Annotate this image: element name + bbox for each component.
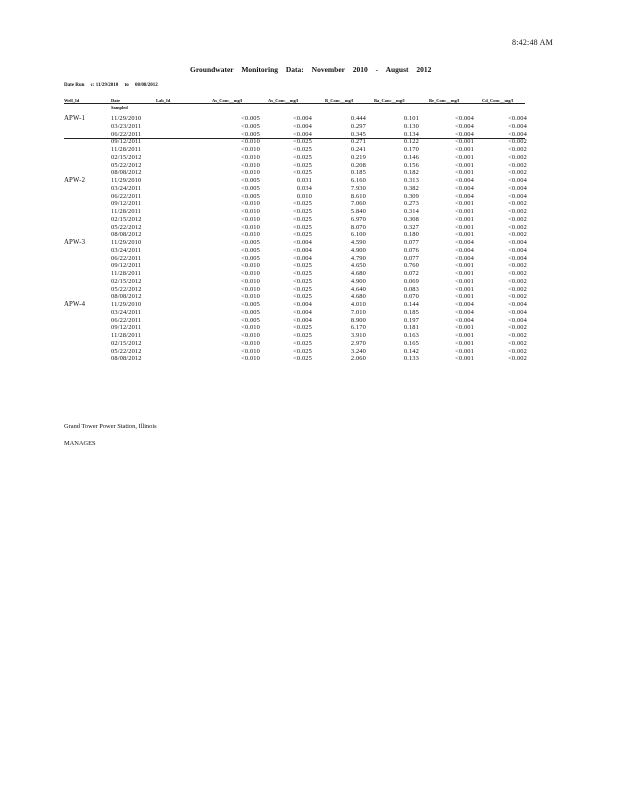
concentration-cell: <0.005 xyxy=(241,177,260,184)
concentration-cell: <0.002 xyxy=(508,223,527,231)
concentration-cell: <0.025 xyxy=(293,347,312,355)
concentration-cell: 0.122 xyxy=(403,138,419,146)
concentration-cell: <0.001 xyxy=(455,339,474,347)
concentration-cell: <0.025 xyxy=(293,339,312,347)
date-sampled-cell: 05/22/2012 xyxy=(111,161,142,169)
concentration-cell: <0.004 xyxy=(293,115,312,122)
concentration-cell: <0.005 xyxy=(241,301,260,308)
concentration-cell: <0.005 xyxy=(241,308,260,316)
concentration-cell: <0.004 xyxy=(508,254,527,262)
concentration-cell: 6.970 xyxy=(350,215,366,223)
concentration-cell: 6.170 xyxy=(350,324,366,332)
concentration-cell: 2.060 xyxy=(350,355,366,363)
concentration-cell: <0.005 xyxy=(241,239,260,246)
date-sampled-cell: 02/15/2012 xyxy=(111,339,142,347)
concentration-cell: <0.025 xyxy=(293,138,312,146)
concentration-cell: <0.004 xyxy=(455,184,474,192)
concentration-cell: 8.610 xyxy=(350,192,366,200)
concentration-cell: 4.680 xyxy=(350,293,366,301)
concentration-cell: <0.004 xyxy=(508,239,527,246)
concentration-cell: 7.930 xyxy=(350,184,366,192)
concentration-cell: <0.002 xyxy=(508,169,527,177)
concentration-cell: <0.001 xyxy=(455,332,474,339)
concentration-cell: <0.010 xyxy=(241,153,260,161)
concentration-cell: 0.314 xyxy=(403,208,419,215)
date-sampled-cell: 05/22/2012 xyxy=(111,223,142,231)
date-sampled-cell: 05/22/2012 xyxy=(111,285,142,293)
concentration-cell: 7.060 xyxy=(350,200,366,208)
concentration-cell: <0.004 xyxy=(508,184,527,192)
concentration-cell: <0.004 xyxy=(455,192,474,200)
well-id-cell: APW-3 xyxy=(64,239,86,246)
concentration-cell: <0.001 xyxy=(455,223,474,231)
concentration-cell: <0.010 xyxy=(241,146,260,153)
concentration-cell: <0.010 xyxy=(241,339,260,347)
concentration-cell: 0.313 xyxy=(403,177,419,184)
concentration-cell: <0.001 xyxy=(455,146,474,153)
concentration-cell: <0.005 xyxy=(241,122,260,130)
date-sampled-cell: 11/29/2010 xyxy=(111,301,142,308)
concentration-cell: <0.001 xyxy=(455,208,474,215)
concentration-cell: <0.025 xyxy=(293,153,312,161)
concentration-cell: <0.002 xyxy=(508,339,527,347)
concentration-cell: <0.005 xyxy=(241,254,260,262)
header-date: Date xyxy=(111,98,120,103)
concentration-cell: <0.010 xyxy=(241,215,260,223)
concentration-cell: <0.001 xyxy=(455,138,474,146)
concentration-cell: <0.010 xyxy=(241,355,260,363)
date-sampled-cell: 09/12/2011 xyxy=(111,262,142,270)
date-sampled-cell: 02/15/2012 xyxy=(111,215,142,223)
header-param-3: B_Conc__mg/l xyxy=(325,98,354,103)
concentration-cell: <0.004 xyxy=(293,246,312,254)
concentration-cell: 0.308 xyxy=(403,215,419,223)
concentration-cell: <0.002 xyxy=(508,277,527,285)
concentration-cell: <0.010 xyxy=(241,231,260,239)
concentration-cell: <0.004 xyxy=(455,177,474,184)
concentration-cell: 0.069 xyxy=(403,277,419,285)
concentration-cell: <0.025 xyxy=(293,161,312,169)
concentration-cell: <0.025 xyxy=(293,324,312,332)
concentration-cell: <0.002 xyxy=(508,324,527,332)
concentration-cell: 0.185 xyxy=(403,308,419,316)
concentration-cell: 0.072 xyxy=(403,270,419,277)
concentration-cell: 0.165 xyxy=(403,339,419,347)
header-lab-id: Lab_Id xyxy=(156,98,171,103)
concentration-cell: 4.900 xyxy=(350,246,366,254)
concentration-cell: 4.680 xyxy=(350,270,366,277)
concentration-cell: <0.004 xyxy=(455,115,474,122)
concentration-cell: <0.001 xyxy=(455,231,474,239)
date-run-from: c: 11/29/2010 xyxy=(90,83,119,88)
concentration-cell: <0.001 xyxy=(455,293,474,301)
concentration-cell: <0.004 xyxy=(455,316,474,324)
concentration-cell: <0.004 xyxy=(293,239,312,246)
report-title: Groundwater Monitoring Data: November 2010 - August 2012 xyxy=(190,65,432,74)
date-sampled-cell: 09/12/2011 xyxy=(111,138,142,146)
date-sampled-cell: 09/12/2011 xyxy=(111,200,142,208)
concentration-cell: <0.001 xyxy=(455,277,474,285)
concentration-cell: 0.010 xyxy=(296,192,312,200)
concentration-cell: <0.002 xyxy=(508,285,527,293)
concentration-cell: <0.002 xyxy=(508,332,527,339)
concentration-cell: <0.002 xyxy=(508,208,527,215)
concentration-cell: <0.004 xyxy=(508,316,527,324)
concentration-cell: 0.297 xyxy=(350,122,366,130)
date-sampled-cell: 08/08/2012 xyxy=(111,293,142,301)
concentration-cell: <0.004 xyxy=(455,122,474,130)
concentration-cell: <0.005 xyxy=(241,316,260,324)
concentration-cell: 0.077 xyxy=(403,254,419,262)
concentration-cell: 0.034 xyxy=(296,184,312,192)
concentration-cell: 0.133 xyxy=(403,355,419,363)
concentration-cell: 0.327 xyxy=(403,223,419,231)
concentration-cell: 0.146 xyxy=(403,153,419,161)
concentration-cell: <0.004 xyxy=(455,130,474,138)
date-run-range xyxy=(64,83,163,88)
concentration-cell: 0.760 xyxy=(403,262,419,270)
concentration-cell: <0.004 xyxy=(508,308,527,316)
concentration-cell: 8.070 xyxy=(350,223,366,231)
concentration-cell: 0.101 xyxy=(403,115,419,122)
concentration-cell: <0.001 xyxy=(455,161,474,169)
concentration-cell: <0.010 xyxy=(241,347,260,355)
concentration-cell: <0.004 xyxy=(508,192,527,200)
concentration-cell: <0.004 xyxy=(293,130,312,138)
concentration-cell: 0.185 xyxy=(350,169,366,177)
concentration-cell: <0.025 xyxy=(293,231,312,239)
well-id-cell: APW-4 xyxy=(64,301,86,308)
concentration-cell: <0.004 xyxy=(508,177,527,184)
concentration-cell: 0.309 xyxy=(403,192,419,200)
concentration-cell: <0.004 xyxy=(508,301,527,308)
concentration-cell: 4.590 xyxy=(350,239,366,246)
concentration-cell: <0.025 xyxy=(293,262,312,270)
concentration-cell: <0.004 xyxy=(508,130,527,138)
concentration-cell: <0.001 xyxy=(455,169,474,177)
concentration-cell: 0.208 xyxy=(350,161,366,169)
date-sampled-cell: 05/22/2012 xyxy=(111,347,142,355)
concentration-cell: <0.010 xyxy=(241,223,260,231)
report-time: 8:42:48 AM xyxy=(512,38,553,47)
concentration-cell: 0.444 xyxy=(350,115,366,122)
concentration-cell: <0.004 xyxy=(293,122,312,130)
concentration-cell: <0.005 xyxy=(241,130,260,138)
concentration-cell: <0.002 xyxy=(508,138,527,146)
concentration-cell: <0.004 xyxy=(508,246,527,254)
concentration-cell: <0.002 xyxy=(508,355,527,363)
concentration-cell: 3.240 xyxy=(350,347,366,355)
footer-manages: MANAGES xyxy=(64,440,96,447)
concentration-cell: <0.002 xyxy=(508,231,527,239)
concentration-cell: <0.001 xyxy=(455,347,474,355)
concentration-cell: 2.970 xyxy=(350,339,366,347)
concentration-cell: 0.197 xyxy=(403,316,419,324)
header-well-id: Well_Id xyxy=(64,98,80,103)
concentration-cell: <0.010 xyxy=(241,332,260,339)
header-param-6: Cd_Conc__mg/l xyxy=(482,98,514,103)
concentration-cell: <0.001 xyxy=(455,153,474,161)
concentration-cell: 0.031 xyxy=(296,177,312,184)
header-param-4: Ba_Conc__mg/l xyxy=(374,98,405,103)
header-rule xyxy=(64,103,525,104)
concentration-cell: <0.010 xyxy=(241,138,260,146)
concentration-cell: <0.025 xyxy=(293,293,312,301)
concentration-cell: <0.001 xyxy=(455,355,474,363)
concentration-cell: <0.004 xyxy=(455,246,474,254)
concentration-cell: <0.004 xyxy=(293,301,312,308)
header-param-2: As_Conc__mg/l xyxy=(268,98,299,103)
date-sampled-cell: 08/08/2012 xyxy=(111,169,142,177)
concentration-cell: <0.010 xyxy=(241,293,260,301)
concentration-cell: <0.004 xyxy=(455,308,474,316)
date-sampled-cell: 06/22/2011 xyxy=(111,130,142,138)
concentration-cell: 0.241 xyxy=(350,146,366,153)
concentration-cell: <0.004 xyxy=(455,301,474,308)
concentration-cell: 0.077 xyxy=(403,239,419,246)
concentration-cell: <0.025 xyxy=(293,332,312,339)
concentration-cell: <0.004 xyxy=(293,308,312,316)
date-sampled-cell: 11/28/2011 xyxy=(111,208,142,215)
concentration-cell: 0.156 xyxy=(403,161,419,169)
concentration-cell: <0.005 xyxy=(241,115,260,122)
concentration-cell: <0.025 xyxy=(293,277,312,285)
concentration-cell: <0.025 xyxy=(293,285,312,293)
well-id-cell: APW-2 xyxy=(64,177,86,184)
concentration-cell: <0.002 xyxy=(508,270,527,277)
concentration-cell: 0.180 xyxy=(403,231,419,239)
concentration-cell: <0.002 xyxy=(508,153,527,161)
concentration-cell: 4.790 xyxy=(350,254,366,262)
date-sampled-cell: 11/28/2011 xyxy=(111,270,142,277)
date-sampled-cell: 03/24/2011 xyxy=(111,184,142,192)
concentration-cell: <0.002 xyxy=(508,262,527,270)
date-sampled-cell: 08/08/2012 xyxy=(111,231,142,239)
concentration-cell: <0.010 xyxy=(241,262,260,270)
concentration-cell: 0.142 xyxy=(403,347,419,355)
concentration-cell: 0.181 xyxy=(403,324,419,332)
concentration-cell: 0.163 xyxy=(403,332,419,339)
concentration-cell: 4.650 xyxy=(350,262,366,270)
concentration-cell: 0.083 xyxy=(403,285,419,293)
header-param-5: Be_Conc__mg/l xyxy=(429,98,460,103)
header-date-sampled: Sampled xyxy=(111,105,128,110)
concentration-cell: 3.910 xyxy=(350,332,366,339)
date-sampled-cell: 11/28/2011 xyxy=(111,146,142,153)
concentration-cell: <0.004 xyxy=(293,316,312,324)
concentration-cell: <0.025 xyxy=(293,270,312,277)
concentration-cell: 0.273 xyxy=(403,200,419,208)
date-run-label: Date Run xyxy=(64,83,85,88)
date-sampled-cell: 06/22/2011 xyxy=(111,254,142,262)
concentration-cell: <0.001 xyxy=(455,262,474,270)
concentration-cell: 0.134 xyxy=(403,130,419,138)
concentration-cell: 0.345 xyxy=(350,130,366,138)
concentration-cell: 0.070 xyxy=(403,293,419,301)
date-sampled-cell: 11/29/2010 xyxy=(111,177,142,184)
concentration-cell: 7.010 xyxy=(350,308,366,316)
concentration-cell: <0.025 xyxy=(293,200,312,208)
concentration-cell: 0.182 xyxy=(403,169,419,177)
date-sampled-cell: 06/22/2011 xyxy=(111,316,142,324)
concentration-cell: <0.025 xyxy=(293,169,312,177)
concentration-cell: <0.005 xyxy=(241,246,260,254)
concentration-cell: 4.010 xyxy=(350,301,366,308)
date-run-to-label: to xyxy=(124,83,129,88)
date-sampled-cell: 02/15/2012 xyxy=(111,153,142,161)
date-run-to: 08/08/2012 xyxy=(134,83,158,88)
concentration-cell: 0.219 xyxy=(350,153,366,161)
date-sampled-cell: 03/24/2011 xyxy=(111,246,142,254)
footer-station: Grand Tower Power Station, Illinois xyxy=(64,423,157,430)
concentration-cell: 0.144 xyxy=(403,301,419,308)
concentration-cell: <0.002 xyxy=(508,215,527,223)
concentration-cell: <0.002 xyxy=(508,347,527,355)
concentration-cell: 0.130 xyxy=(403,122,419,130)
concentration-cell: <0.010 xyxy=(241,324,260,332)
concentration-cell: <0.001 xyxy=(455,215,474,223)
date-sampled-cell: 03/23/2011 xyxy=(111,122,142,130)
concentration-cell: <0.005 xyxy=(241,184,260,192)
date-sampled-cell: 03/24/2011 xyxy=(111,308,142,316)
concentration-cell: 0.076 xyxy=(403,246,419,254)
concentration-cell: <0.010 xyxy=(241,277,260,285)
date-sampled-cell: 11/28/2011 xyxy=(111,332,142,339)
concentration-cell: <0.002 xyxy=(508,293,527,301)
concentration-cell: <0.010 xyxy=(241,161,260,169)
concentration-cell: 6.100 xyxy=(350,231,366,239)
date-sampled-cell: 08/08/2012 xyxy=(111,355,142,363)
date-sampled-cell: 09/12/2011 xyxy=(111,324,142,332)
concentration-cell: <0.025 xyxy=(293,355,312,363)
concentration-cell: <0.025 xyxy=(293,146,312,153)
concentration-cell: <0.025 xyxy=(293,215,312,223)
concentration-cell: 0.170 xyxy=(403,146,419,153)
date-sampled-cell: 11/29/2010 xyxy=(111,239,142,246)
concentration-cell: <0.004 xyxy=(293,254,312,262)
concentration-cell: 4.900 xyxy=(350,277,366,285)
concentration-cell: <0.004 xyxy=(508,122,527,130)
concentration-cell: <0.001 xyxy=(455,200,474,208)
concentration-cell: <0.005 xyxy=(241,192,260,200)
concentration-cell: <0.010 xyxy=(241,270,260,277)
concentration-cell: 8.900 xyxy=(350,316,366,324)
concentration-cell: 5.840 xyxy=(350,208,366,215)
concentration-cell: <0.010 xyxy=(241,285,260,293)
concentration-cell: <0.004 xyxy=(455,239,474,246)
well-id-cell: APW-1 xyxy=(64,115,86,122)
concentration-cell: <0.002 xyxy=(508,200,527,208)
concentration-cell: <0.025 xyxy=(293,223,312,231)
concentration-cell: <0.004 xyxy=(508,115,527,122)
concentration-cell: <0.010 xyxy=(241,169,260,177)
concentration-cell: <0.002 xyxy=(508,161,527,169)
concentration-cell: 6.160 xyxy=(350,177,366,184)
concentration-cell: 0.271 xyxy=(350,138,366,146)
concentration-cell: <0.010 xyxy=(241,200,260,208)
concentration-cell: <0.001 xyxy=(455,324,474,332)
date-sampled-cell: 11/29/2010 xyxy=(111,115,142,122)
concentration-cell: <0.002 xyxy=(508,146,527,153)
header-param-1: As_Conc__mg/l xyxy=(212,98,243,103)
concentration-cell: <0.025 xyxy=(293,208,312,215)
concentration-cell: 0.382 xyxy=(403,184,419,192)
concentration-cell: 4.640 xyxy=(350,285,366,293)
concentration-cell: <0.004 xyxy=(455,254,474,262)
concentration-cell: <0.010 xyxy=(241,208,260,215)
date-sampled-cell: 02/15/2012 xyxy=(111,277,142,285)
concentration-cell: <0.001 xyxy=(455,270,474,277)
concentration-cell: <0.001 xyxy=(455,285,474,293)
date-sampled-cell: 06/22/2011 xyxy=(111,192,142,200)
